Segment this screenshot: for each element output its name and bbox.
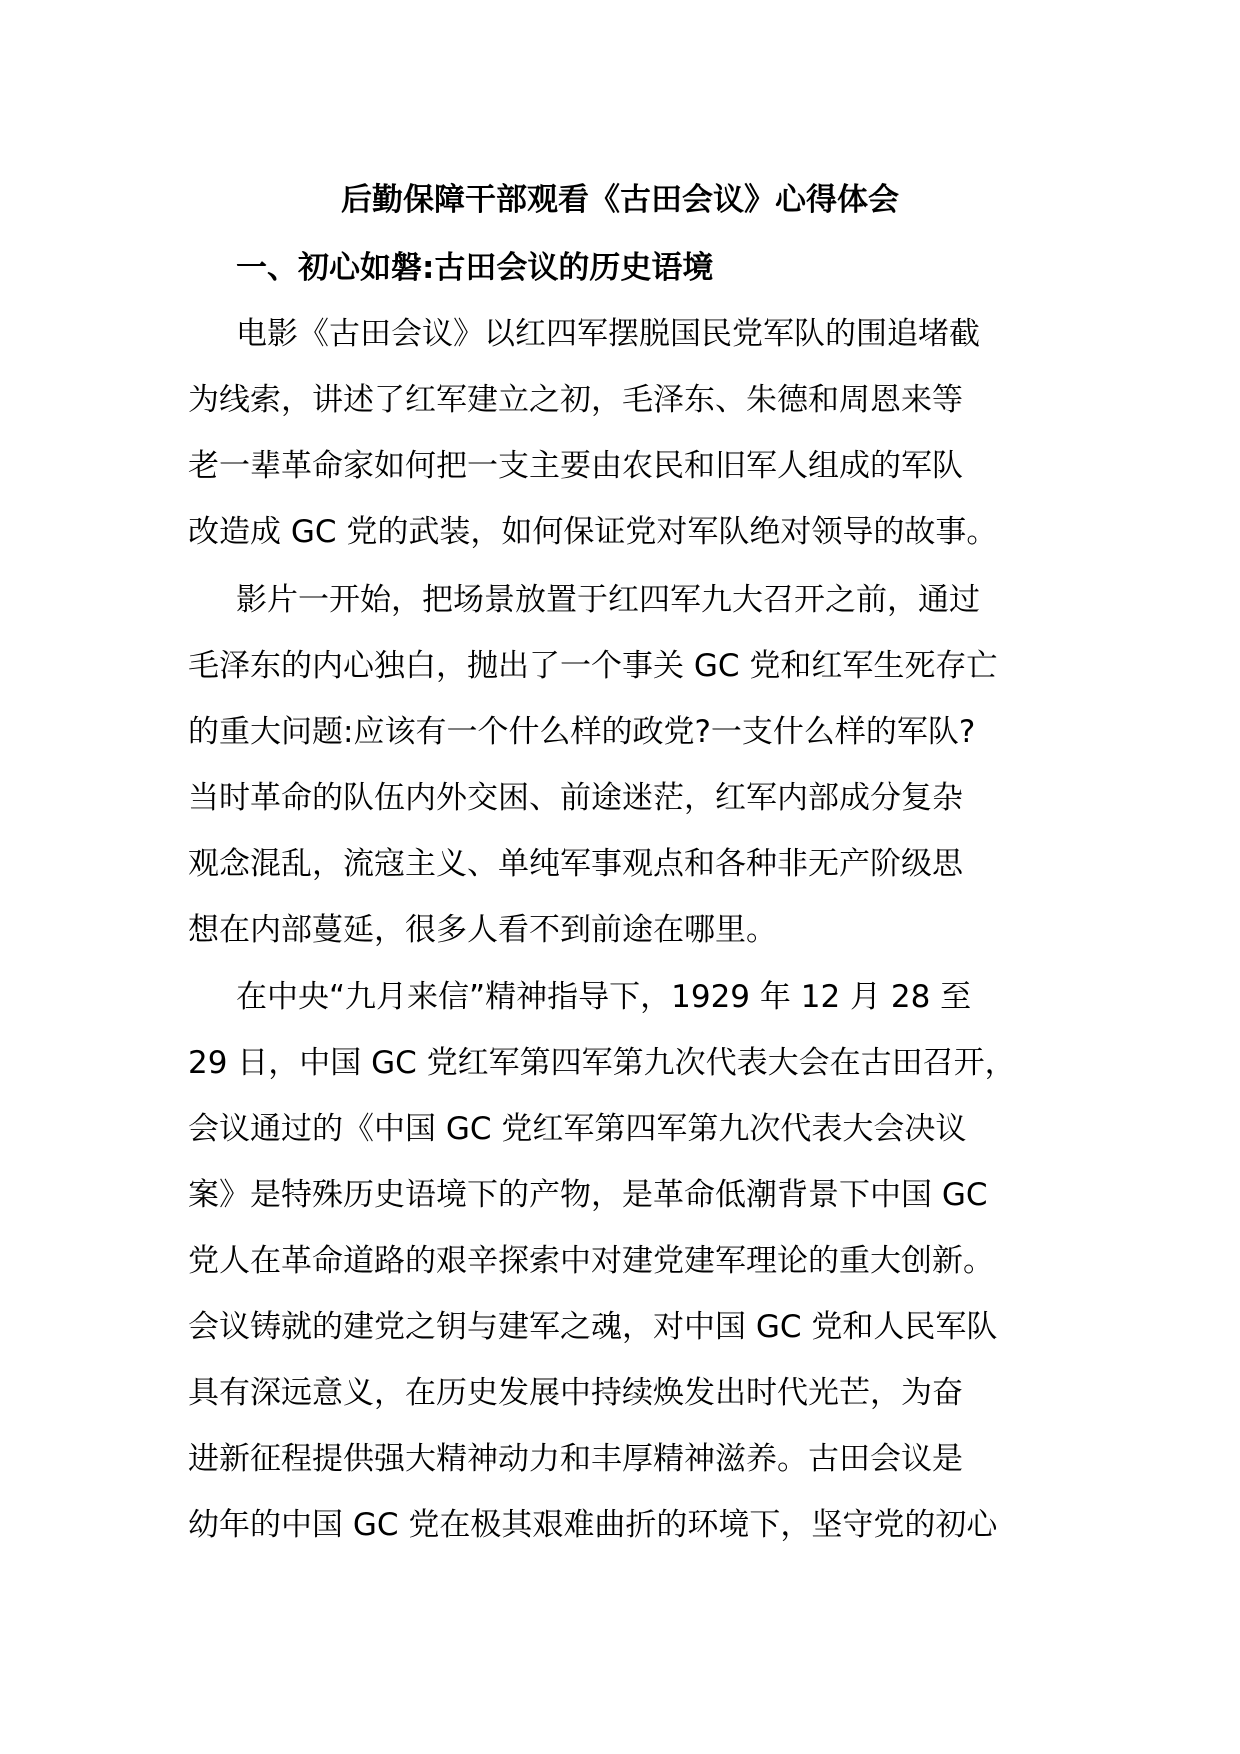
text-line: 进新征程提供强大精神动力和丰厚精神滋养。古田会议是 bbox=[188, 1441, 963, 1477]
text-line: 29 日，中国 GC 党红军第四军第九次代表大会在古田召开， bbox=[188, 1045, 1016, 1081]
text-line: 观念混乱，流寇主义、单纯军事观点和各种非无产阶级思 bbox=[188, 846, 963, 882]
text-line: 老一辈革命家如何把一支主要由农民和旧军人组成的军队 bbox=[188, 448, 963, 484]
document-title: 后勤保障干部观看《古田会议》心得体会 bbox=[341, 182, 899, 218]
text-line: 的重大问题:应该有一个什么样的政党?一支什么样的军队? bbox=[188, 714, 976, 750]
text-line: 毛泽东的内心独白，抛出了一个事关 GC 党和红军生死存亡 bbox=[188, 648, 998, 684]
text-line: 幼年的中国 GC 党在极其艰难曲折的环境下，坚守党的初心 bbox=[188, 1507, 998, 1543]
text-line: 党人在革命道路的艰辛探索中对建党建军理论的重大创新。 bbox=[188, 1243, 994, 1279]
text-line: 当时革命的队伍内外交困、前途迷茫，红军内部成分复杂 bbox=[188, 780, 963, 816]
text-line: 案》是特殊历史语境下的产物，是革命低潮背景下中国 GC bbox=[188, 1177, 988, 1213]
text-line: 为线索，讲述了红军建立之初，毛泽东、朱德和周恩来等 bbox=[188, 382, 963, 418]
section-heading: 一、初心如磐:古田会议的历史语境 bbox=[236, 250, 714, 286]
text-line: 影片一开始，把场景放置于红四军九大召开之前，通过 bbox=[236, 582, 980, 618]
text-line: 会议铸就的建党之钥与建军之魂，对中国 GC 党和人民军队 bbox=[188, 1309, 998, 1345]
text-line: 具有深远意义，在历史发展中持续焕发出时代光芒，为奋 bbox=[188, 1375, 963, 1411]
text-line: 会议通过的《中国 GC 党红军第四军第九次代表大会决议 bbox=[188, 1111, 967, 1147]
text-line: 改造成 GC 党的武装，如何保证党对军队绝对领导的故事。 bbox=[188, 514, 998, 550]
text-line: 在中央“九月来信”精神指导下，1929 年 12 月 28 至 bbox=[236, 979, 972, 1015]
text-line: 想在内部蔓延，很多人看不到前途在哪里。 bbox=[188, 912, 777, 948]
text-line: 电影《古田会议》以红四军摆脱国民党军队的围追堵截 bbox=[236, 316, 980, 352]
